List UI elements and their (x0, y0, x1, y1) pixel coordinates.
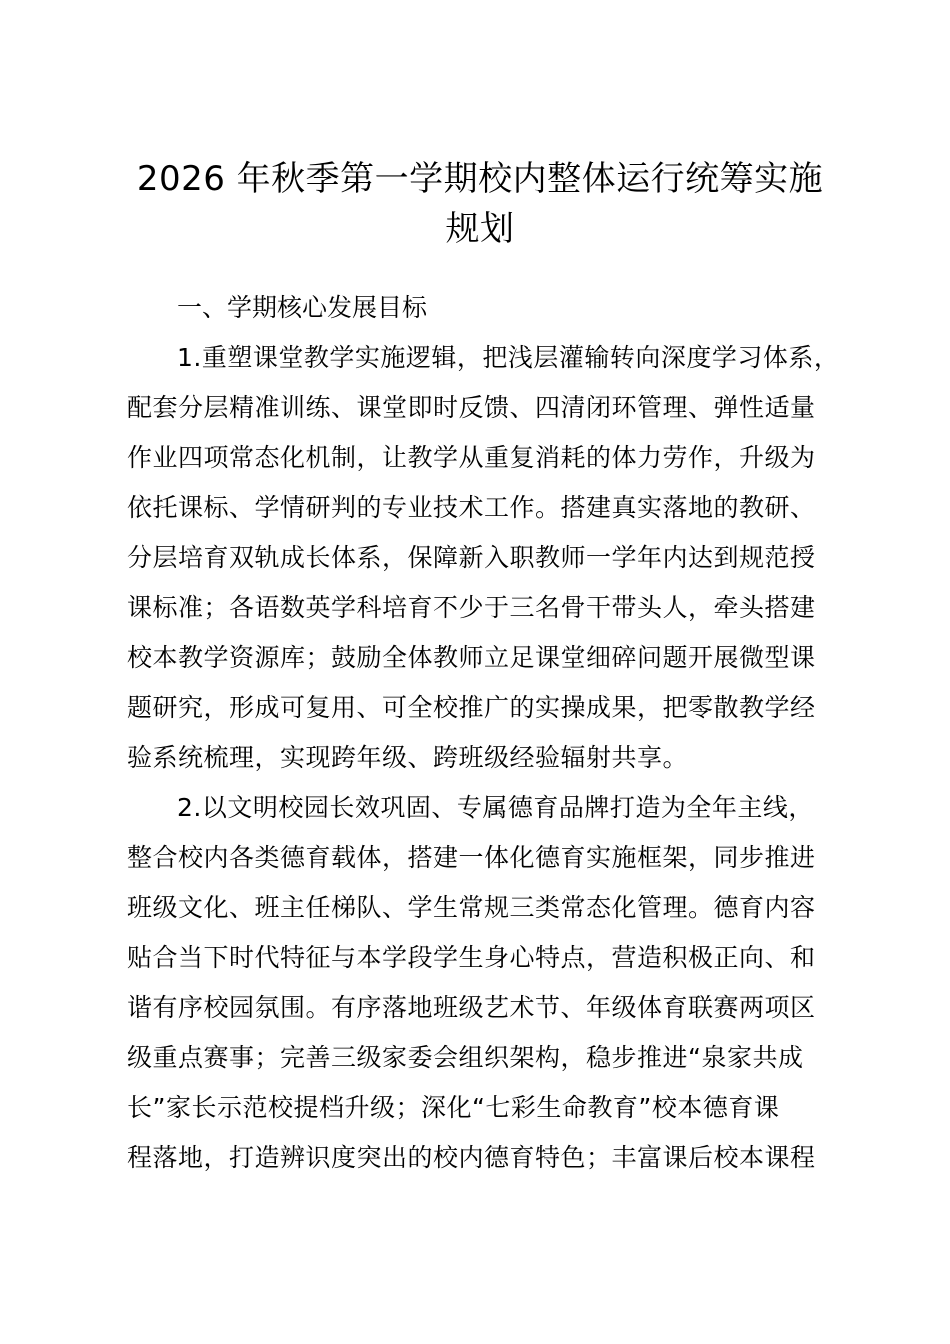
paragraph-line: 依托课标、学情研判的专业技术工作。搭建真实落地的教研、 (127, 493, 816, 522)
paragraph-line: 校本教学资源库；鼓励全体教师立足课堂细碎问题开展微型课 (127, 643, 816, 672)
paragraph-line: 配套分层精准训练、课堂即时反馈、四清闭环管理、弹性适量 (127, 393, 816, 422)
paragraph-line: 整合校内各类德育载体，搭建一体化德育实施框架，同步推进 (127, 843, 816, 872)
paragraph-line: 级重点赛事；完善三级家委会组织架构，稳步推进“泉家共成 (127, 1043, 804, 1072)
document-body (127, 283, 847, 1183)
paragraph-2 (127, 783, 847, 1183)
paragraph-line: 课标准；各语数英学科培育不少于三名骨干带头人，牵头搭建 (127, 593, 816, 622)
paragraph-line: 2.以文明校园长效巩固、专属德育品牌打造为全年主线， (177, 793, 814, 822)
paragraph-line: 长”家长示范校提档升级；深化“七彩生命教育”校本德育课 (127, 1093, 780, 1122)
paragraph-line: 分层培育双轨成长体系，保障新入职教师一学年内达到规范授 (127, 543, 816, 572)
title-line: 规划 (445, 209, 515, 249)
paragraph-1 (127, 333, 847, 783)
paragraph-line: 验系统梳理，实现跨年级、跨班级经验辐射共享。 (127, 743, 689, 772)
paragraph-line: 贴合当下时代特征与本学段学生身心特点，营造积极正向、和 (127, 943, 816, 972)
title-line: 2026 年秋季第一学期校内整体运行统筹实施 (136, 159, 824, 199)
paragraph-line: 程落地，打造辨识度突出的校内德育特色；丰富课后校本课程 (127, 1143, 816, 1172)
paragraph-line: 题研究，形成可复用、可全校推广的实操成果，把零散教学经 (127, 693, 816, 722)
paragraph-line: 班级文化、班主任梯队、学生常规三类常态化管理。德育内容 (127, 893, 816, 922)
document-title (110, 155, 850, 255)
paragraph-line: 1.重塑课堂教学实施逻辑，把浅层灌输转向深度学习体系， (177, 343, 840, 372)
section-heading: 一、学期核心发展目标 (177, 293, 428, 322)
paragraph-line: 谐有序校园氛围。有序落地班级艺术节、年级体育联赛两项区 (127, 993, 816, 1022)
paragraph-line: 作业四项常态化机制，让教学从重复消耗的体力劳作，升级为 (127, 443, 816, 472)
